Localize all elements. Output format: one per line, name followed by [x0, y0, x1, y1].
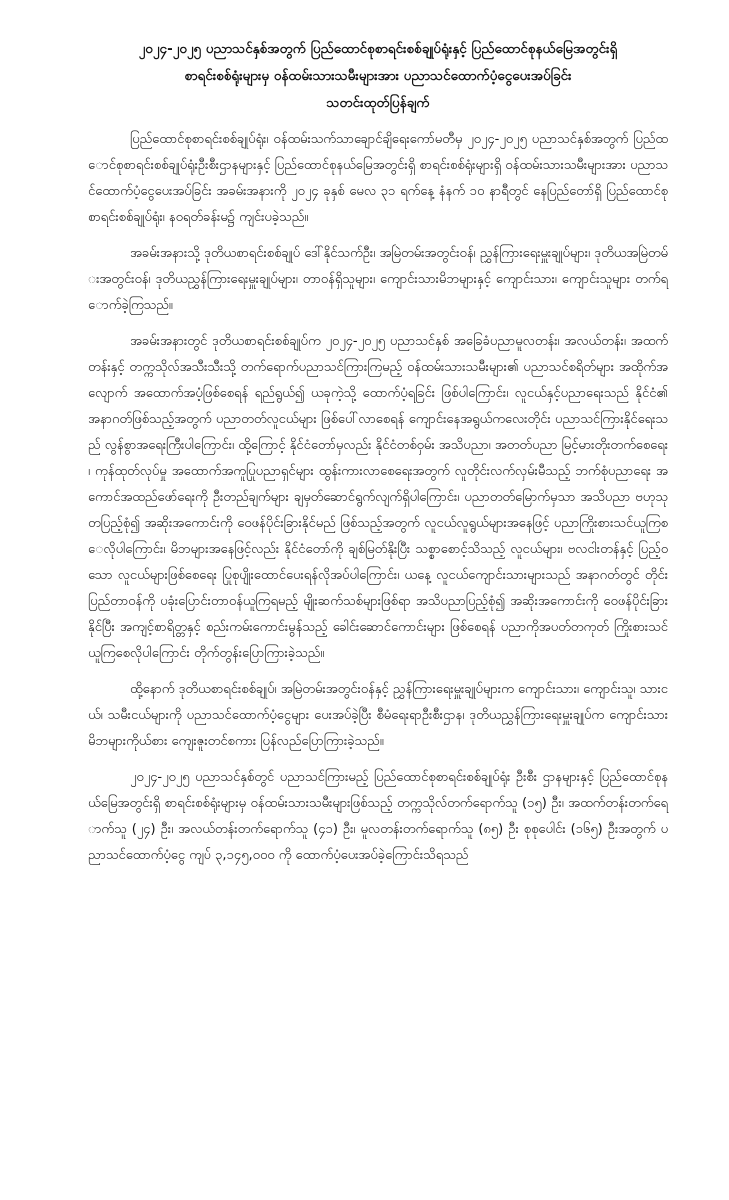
paragraph-3: အခမ်းအနားတွင် ဒုတိယစာရင်းစစ်ချုပ်က ၂၀၂၄-၂၀၂၅ ပညာသင်နှစ် အခြေခံပညာမူလတန်း၊ အလယ်တန်း၊ အထက်တန်းနှင့် တက္ကသိုလ်အသီးသီးသို့ တက်ရောက်ပညာသင်ကြားကြမည့် ဝန်ထမ်းသားသမီးများ၏ ပညာသင်စရိတ်များ အထိုက်အလျောက် အထောက်အပံ့ဖြစ်စေရန် ရည်ရွယ်၍ ယခုကဲ့သို့ ထောက်ပံ့ရခြင်း ဖြစ်ပါကြောင်း၊ လူငယ်နှင့်ပညာရေးသည် နိုင်ငံ၏ အနာဂတ်ဖြစ်သည့်အတွက် ပညာတတ်လူငယ်များ ဖြစ်ပေါ်လာစေရန် ကျောင်းနေအရွယ်ကလေးတိုင်း ပညာသင်ကြားနိုင်ရေးသည် လွန်စွာအရေးကြီးပါကြောင်း၊ ထို့ကြောင့် နိုင်ငံတော်မှလည်း နိုင်ငံတစ်ဝှမ်း အသိပညာ၊ အတတ်ပညာ မြင့်မားတိုးတက်စေရေး၊ ကုန်ထုတ်လုပ်မှု အထောက်အကူပြုပညာရှင်များ ထွန်းကားလာစေရေးအတွက် လူတိုင်းလက်လှမ်းမီသည့် ဘက်စုံပညာရေး အကောင်အထည်ဖော်ရေးကို ဦးတည်ချက်များ ချမှတ်ဆောင်ရွက်လျက်ရှိပါကြောင်း၊ ပညာတတ်မြောက်မှသာ အသိပညာ ဗဟုသုတပြည့်စုံ၍ အဆိုးအကောင်းကို ဝေဖန်ပိုင်းခြားနိုင်မည် ဖြစ်သည့်အတွက် လူငယ်လူရွယ်များအနေဖြင့် ပညာကြိုးစားသင်ယူကြစေလိုပါကြောင်း၊ မိဘများအနေဖြင့်လည်း နိုင်ငံတော်ကို ချစ်မြတ်နိုးပြီး သစ္စာစောင့်သိသည့် လူငယ်များ၊ ဗလငါးတန်နှင့် ပြည့်ဝသော လူငယ်များဖြစ်စေရေး ပြုစုပျိုးထောင်ပေးရန်လိုအပ်ပါကြောင်း၊ ယနေ့ လူငယ်ကျောင်းသားများသည် အနာဂတ်တွင် တိုင်းပြည်တာဝန်ကို ပခုံးပြောင်းတာဝန်ယူကြရမည့် မျိုးဆက်သစ်များဖြစ်ရာ အသိပညာပြည့်စုံ၍ အဆိုးအကောင်းကို ဝေဖန်ပိုင်းခြားနိုင်ပြီး အကျင့်စာရိတ္တနှင့် စည်းကမ်းကောင်းမွန်သည့် ခေါင်းဆောင်ကောင်းများ ဖြစ်စေရန် ပညာကိုအပတ်တကုတ် ကြိုးစားသင်ယူကြစေလိုပါကြောင်း တိုက်တွန်းပြောကြားခဲ့သည်။ — [88, 334, 668, 661]
document-page — [88, 36, 668, 879]
paragraph-5: ၂၀၂၄-၂၀၂၅ ပညာသင်နှစ်တွင် ပညာသင်ကြားမည့် ပြည်ထောင်စုစာရင်းစစ်ချုပ်ရုံး ဦးစီး ဌာနများနှင့် ပြည်ထောင်စုနယ်မြေအတွင်းရှိ စာရင်းစစ်ရုံးများမှ ဝန်ထမ်းသားသမီးများဖြစ်သည့် တက္ကသိုလ်တက်ရောက်သူ (၁၅) ဦး၊ အထက်တန်းတက်ရောက်သူ (၂၄) ဦး၊ အလယ်တန်းတက်ရောက်သူ (၄၁) ဦး၊ မူလတန်းတက်ရောက်သူ (၈၅) ဦး စုစုပေါင်း (၁၆၅) ဦးအတွက် ပညာသင်ထောက်ပံ့ငွေ ကျပ် ၃,၁၄၅,၀၀၀ ကို ထောက်ပံ့ပေးအပ်ခဲ့ကြောင်းသိရသည် — [88, 770, 668, 863]
title-line-1: ၂၀၂၄-၂၀၂၅ ပညာသင်နှစ်အတွက် ပြည်ထောင်စုစာရင်းစစ်ချုပ်ရုံးနှင့် ပြည်ထောင်စုနယ်မြေအတွင်းရှိ — [138, 41, 618, 57]
title-line-2: စာရင်းစစ်ရုံးများမှ ဝန်ထမ်းသားသမီးများအား ပညာသင်ထောက်ပံ့ငွေပေးအပ်ခြင်း — [184, 68, 572, 84]
paragraph-4: ထို့နောက် ဒုတိယစာရင်းစစ်ချုပ်၊ အမြဲတမ်းအတွင်းဝန်နှင့် ညွှန်ကြားရေးမှူးချုပ်များက ကျောင်းသား၊ ကျောင်းသူ၊ သားငယ်၊ သမီးငယ်များကို ပညာသင်ထောက်ပံ့ငွေများ ပေးအပ်ခဲ့ပြီး စီမံရေးရာဦးစီးဌာန၊ ဒုတိယညွှန်ကြားရေးမှူးချုပ်က ကျောင်းသားမိဘများကိုယ်စား ကျေးဇူးတင်စကား ပြန်လည်ပြောကြားခဲ့သည်။ — [88, 682, 668, 749]
paragraph-1: ပြည်ထောင်စုစာရင်းစစ်ချုပ်ရုံး၊ ဝန်ထမ်းသက်သာချောင်ချိရေးကော်မတီမှ ၂၀၂၄-၂၀၂၅ ပညာသင်နှစ်အတွက် ပြည်ထောင်စုစာရင်းစစ်ချုပ်ရုံးဦးစီးဌာနများနှင့် ပြည်ထောင်စုနယ်မြေအတွင်းရှိ စာရင်းစစ်ရုံးများရှိ ဝန်ထမ်းသားသမီးများအား ပညာသင်ထောက်ပံ့ငွေပေးအပ်ခြင်း အခမ်းအနားကို ၂၀၂၄ ခုနှစ် မေလ ၃၁ ရက်နေ့ နံနက် ၁၀ နာရီတွင် နေပြည်တော်ရှိ ပြည်ထောင်စုစာရင်းစစ်ချုပ်ရုံး၊ နဝရတ်ခန်းမ၌ ကျင်းပခဲ့သည်။ — [88, 132, 668, 225]
title-block — [88, 36, 668, 117]
paragraph-2: အခမ်းအနားသို့ ဒုတိယစာရင်းစစ်ချုပ် ဒေါ်နိုင်သက်ဦး၊ အမြဲတမ်းအတွင်းဝန်၊ ညွှန်ကြားရေးမှူးချုပ်များ၊ ဒုတိယအမြဲတမ်းအတွင်းဝန်၊ ဒုတိယညွှန်ကြားရေးမှူးချုပ်များ၊ တာဝန်ရှိသူများ၊ ကျောင်းသားမိဘများနှင့် ကျောင်းသား၊ ကျောင်းသူများ တက်ရောက်ခဲ့ကြသည်။ — [88, 246, 668, 313]
title-line-3: သတင်းထုတ်ပြန်ချက် — [326, 95, 430, 111]
